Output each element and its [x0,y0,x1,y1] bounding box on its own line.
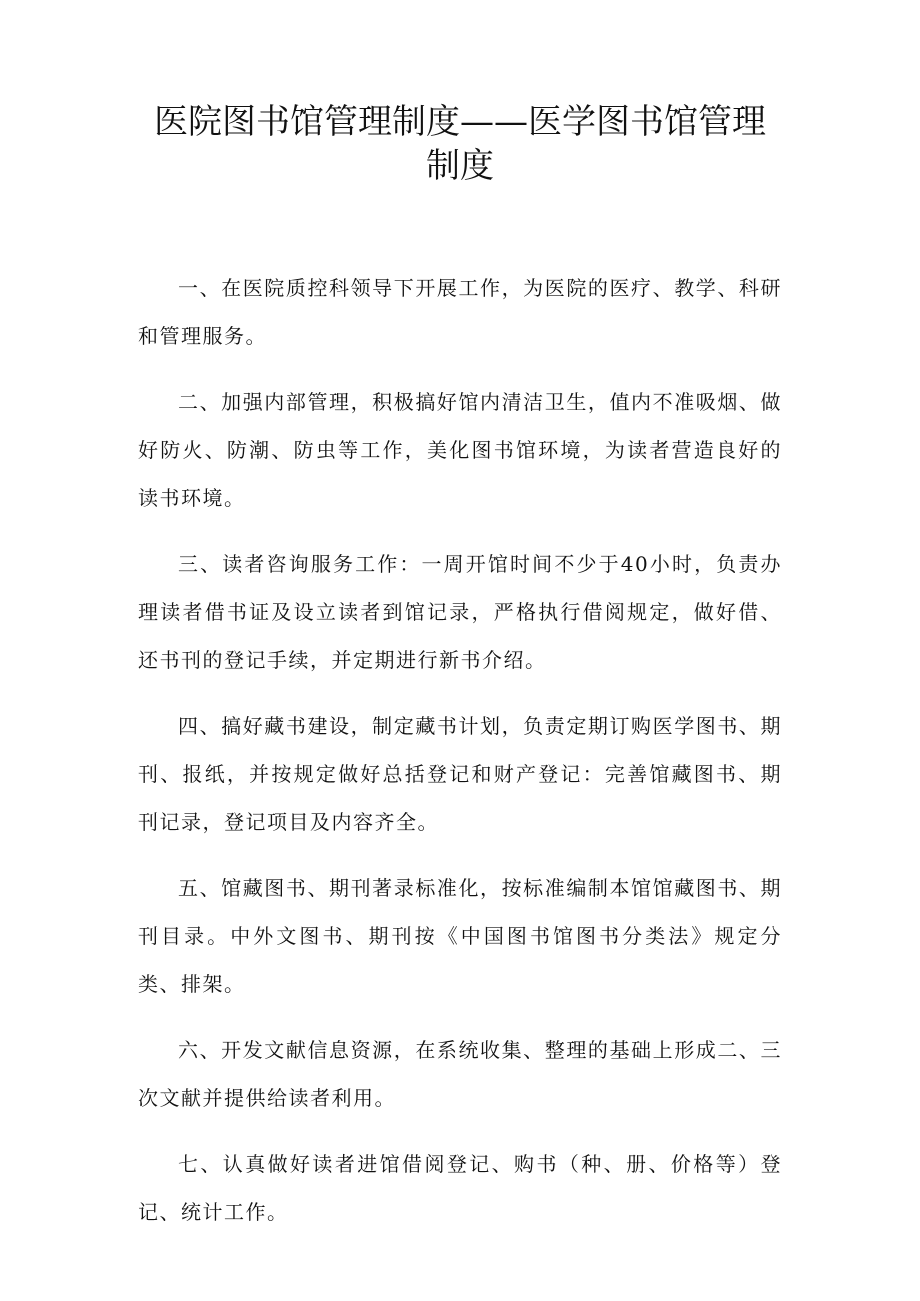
rule-paragraph-3: 三、读者咨询服务工作：一周开馆时间不少于40小时，负责办理读者借书证及设立读者到馆记录，严格执行借阅规定，做好借、还书刊的登记手续，并定期进行新书介绍。 [138,552,782,672]
rule-paragraph-7: 七、认真做好读者进馆借阅登记、购书（种、册、价格等）登记、统计工作。 [138,1152,782,1224]
document-title: 医院图书馆管理制度——医学图书馆管理制度 [154,102,766,186]
rule-paragraph-4: 四、搞好藏书建设，制定藏书计划，负责定期订购医学图书、期刊、报纸，并按规定做好总括登记和财产登记：完善馆藏图书、期刊记录，登记项目及内容齐全。 [138,714,782,834]
rule-paragraph-2: 二、加强内部管理，积极搞好馆内清洁卫生，值内不准吸烟、做好防火、防潮、防虫等工作，美化图书馆环境，为读者营造良好的读书环境。 [138,390,782,510]
document-body [138,264,782,1236]
rule-paragraph-5: 五、馆藏图书、期刊著录标准化，按标准编制本馆馆藏图书、期刊目录。中外文图书、期刊按《中国图书馆图书分类法》规定分类、排架。 [138,876,782,996]
rule-paragraph-1: 一、在医院质控科领导下开展工作，为医院的医疗、教学、科研和管理服务。 [138,276,782,348]
rule-paragraph-6: 六、开发文献信息资源，在系统收集、整理的基础上形成二、三次文献并提供给读者利用。 [138,1038,782,1110]
